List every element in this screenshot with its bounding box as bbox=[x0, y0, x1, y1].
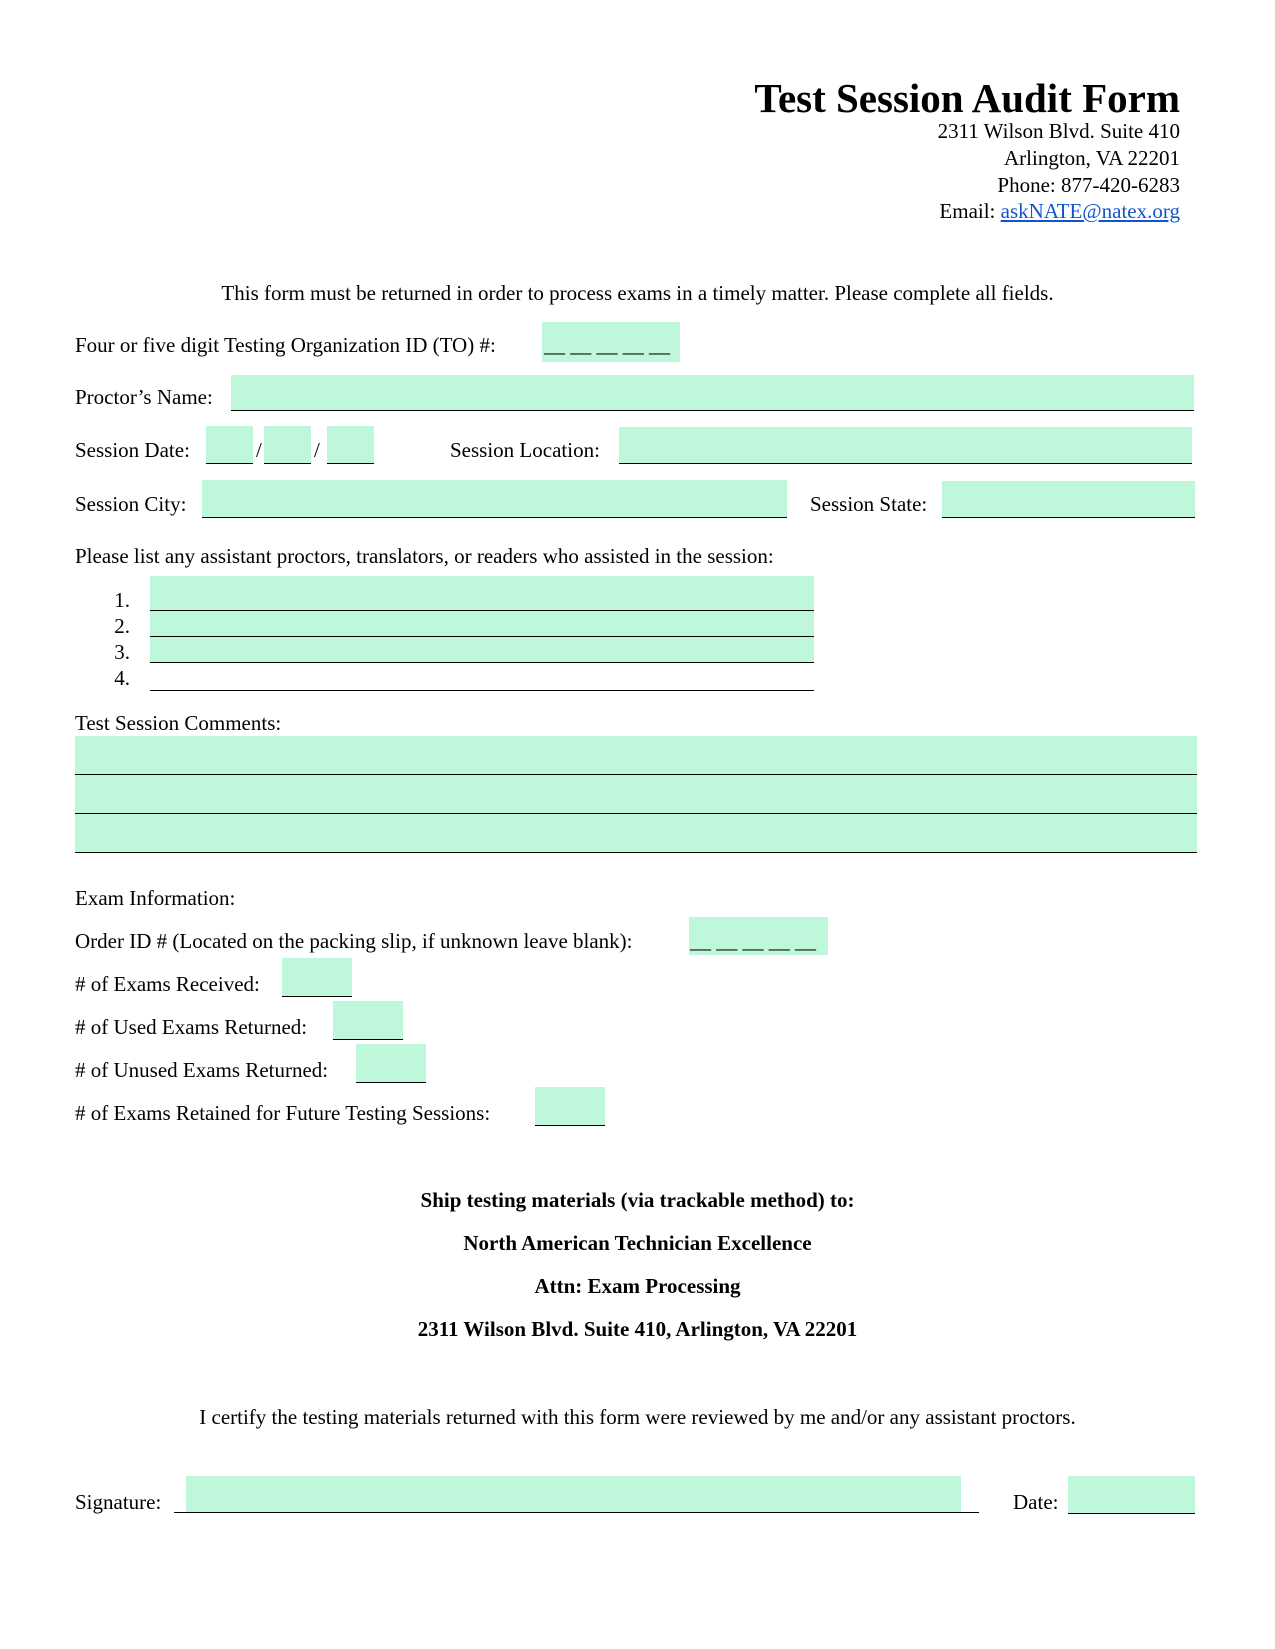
comments-line-1[interactable] bbox=[75, 736, 1197, 775]
email-link[interactable]: askNATE@natex.org bbox=[1000, 199, 1180, 223]
phone-text: Phone: 877-420-6283 bbox=[997, 173, 1180, 197]
ship-line-4: 2311 Wilson Blvd. Suite 410, Arlington, VA 22201 bbox=[417, 1317, 858, 1341]
retained-field[interactable] bbox=[535, 1087, 605, 1126]
intro-text: This form must be returned in order to process exams in a timely matter. Please complete all fields. bbox=[221, 281, 1054, 305]
ship-line-2: North American Technician Excellence bbox=[463, 1231, 812, 1255]
ship-line-3: Attn: Exam Processing bbox=[534, 1274, 741, 1298]
ship-line-1: Ship testing materials (via trackable method) to: bbox=[420, 1188, 855, 1212]
order-id-blank: __ __ __ __ __ bbox=[690, 929, 816, 953]
assistant-number-3: 3. bbox=[114, 640, 130, 664]
session-state-field[interactable] bbox=[942, 481, 1195, 518]
form-title: Test Session Audit Form bbox=[754, 75, 1180, 121]
to-id-blank: __ __ __ __ __ bbox=[544, 333, 670, 357]
proctor-name-field[interactable] bbox=[231, 375, 1194, 411]
email-line bbox=[939, 198, 1180, 225]
session-date-year-field[interactable] bbox=[327, 426, 374, 464]
signature-label: Signature: bbox=[75, 1490, 162, 1514]
email-label: Email: bbox=[939, 199, 1001, 223]
date-separator-2: / bbox=[314, 438, 320, 462]
date-separator-1: / bbox=[256, 438, 262, 462]
exams-received-label: # of Exams Received: bbox=[75, 972, 260, 996]
assistant-number-4: 4. bbox=[114, 666, 130, 690]
used-returned-label: # of Used Exams Returned: bbox=[75, 1015, 308, 1039]
assistant-number-1: 1. bbox=[114, 588, 130, 612]
signature-field[interactable] bbox=[186, 1476, 961, 1512]
order-id-label: Order ID # (Located on the packing slip, if unknown leave blank): bbox=[75, 929, 633, 953]
date-label: Date: bbox=[1013, 1490, 1059, 1514]
retained-label: # of Exams Retained for Future Testing Sessions: bbox=[75, 1101, 491, 1125]
proctor-name-label: Proctor’s Name: bbox=[75, 385, 213, 409]
comments-label: Test Session Comments: bbox=[75, 711, 282, 735]
comments-line-3[interactable] bbox=[75, 814, 1197, 853]
comments-line-2[interactable] bbox=[75, 775, 1197, 814]
session-date-day-field[interactable] bbox=[264, 426, 311, 464]
assistants-label: Please list any assistant proctors, translators, or readers who assisted in the session: bbox=[75, 544, 774, 568]
session-date-month-field[interactable] bbox=[206, 426, 253, 464]
assistant-field-3[interactable] bbox=[150, 637, 814, 663]
session-date-label: Session Date: bbox=[75, 438, 190, 462]
certify-text: I certify the testing materials returned with this form were reviewed by me and/or any assistant proctors. bbox=[199, 1405, 1076, 1429]
unused-returned-label: # of Unused Exams Returned: bbox=[75, 1058, 329, 1082]
signature-date-field[interactable] bbox=[1068, 1476, 1195, 1514]
assistant-number-2: 2. bbox=[114, 614, 130, 638]
session-city-label: Session City: bbox=[75, 492, 187, 516]
address-line2: Arlington, VA 22201 bbox=[1004, 146, 1180, 170]
session-state-label: Session State: bbox=[810, 492, 928, 516]
unused-returned-field[interactable] bbox=[356, 1044, 426, 1083]
session-location-field[interactable] bbox=[619, 427, 1192, 464]
signature-line bbox=[174, 1512, 979, 1513]
session-location-label: Session Location: bbox=[450, 438, 600, 462]
assistant-line-4[interactable] bbox=[150, 690, 814, 691]
assistant-field-1[interactable] bbox=[150, 576, 814, 611]
assistant-field-2[interactable] bbox=[150, 611, 814, 637]
to-id-label: Four or five digit Testing Organization ID (TO) #: bbox=[75, 333, 496, 357]
session-city-field[interactable] bbox=[202, 480, 787, 518]
address-line1: 2311 Wilson Blvd. Suite 410 bbox=[937, 119, 1180, 143]
used-returned-field[interactable] bbox=[333, 1001, 403, 1040]
exams-received-field[interactable] bbox=[282, 958, 352, 997]
exam-info-heading: Exam Information: bbox=[75, 886, 236, 910]
